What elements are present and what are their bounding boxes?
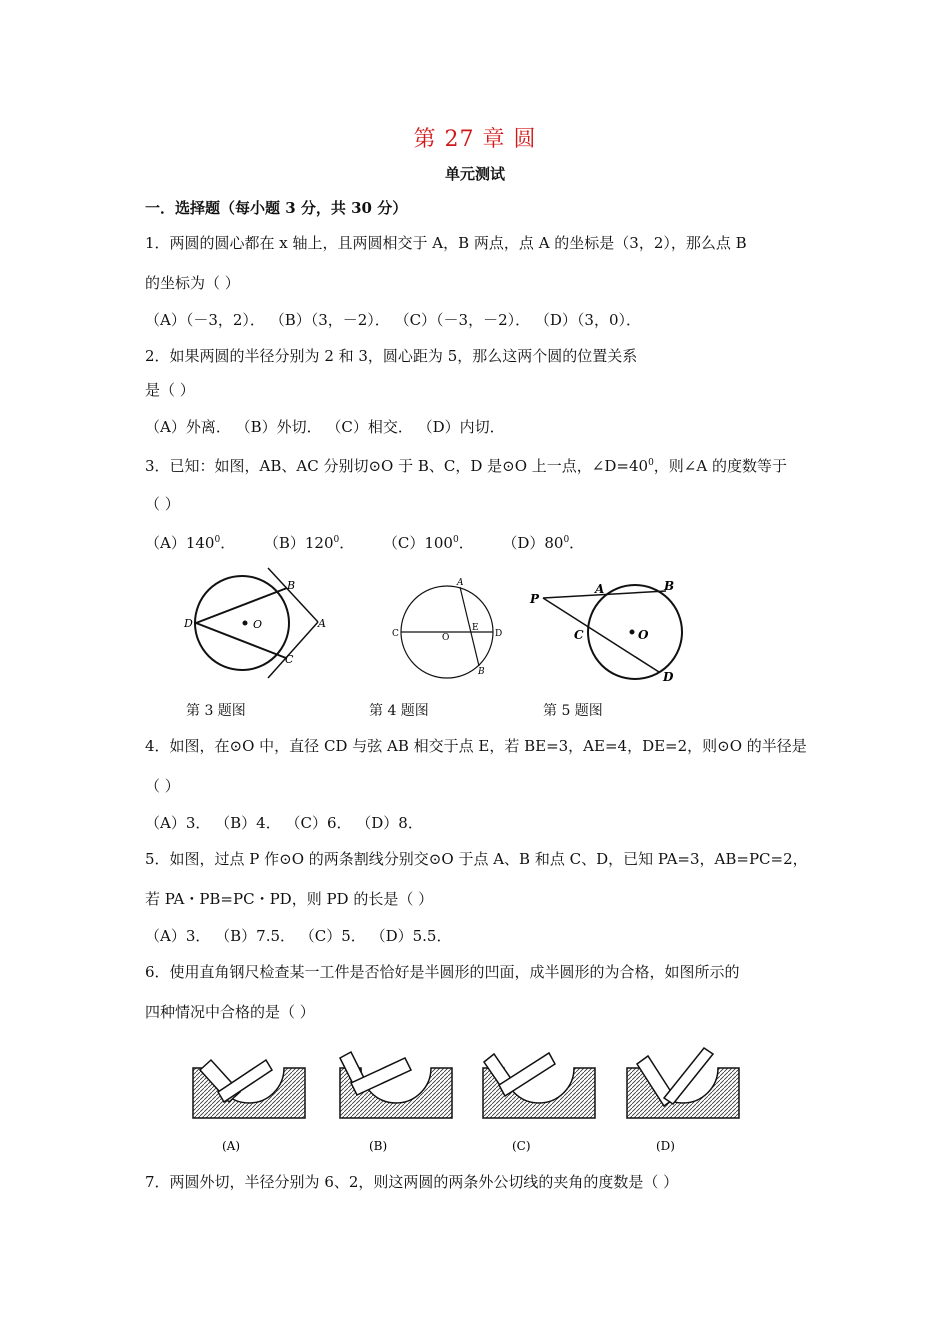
question-1-text-cont: 的坐标为（ ） (145, 274, 240, 292)
question-5-options: （A）3． （B）7.5． （C）5． （D）5.5． (145, 927, 452, 945)
fig3-tangent-ac (268, 622, 318, 678)
fig3-center-dot (244, 622, 247, 625)
fig5-circle (588, 585, 682, 679)
ruler-figure-d (627, 1048, 739, 1118)
figure-5 (543, 585, 682, 679)
ruler-label-c: (C) (512, 1139, 531, 1153)
ruler-label-b: (B) (369, 1139, 388, 1153)
fig4-label-c: C (392, 629, 399, 639)
page-title: 第 27 章 圆 (413, 127, 537, 152)
question-6-text-cont: 四种情况中合格的是（ ） (145, 1003, 315, 1021)
fig3-label-a: A (318, 617, 326, 630)
question-3-text-cont: （ ） (145, 495, 180, 513)
ruler-figure-b (340, 1052, 452, 1118)
question-6-text: 6．使用直角钢尺检查某一工件是否恰好是半圆形的凹面，成半圆形的为合格，如图所示的 (145, 963, 740, 981)
figure-5-caption: 第 5 题图 (543, 703, 603, 719)
figure-3-caption: 第 3 题图 (186, 703, 246, 719)
question-5-text-cont: 若 PA・PB=PC・PD，则 PD 的长是（ ） (145, 890, 434, 908)
fig3-circle (195, 576, 289, 670)
question-7-text: 7．两圆外切，半径分别为 6、2，则这两圆的两条外公切线的夹角的度数是（ ） (145, 1173, 679, 1191)
geometry-figures (0, 560, 950, 690)
fig4-label-o: O (442, 633, 450, 643)
fig3-tangent-ab (268, 568, 318, 622)
question-5-text: 5．如图，过点 P 作⊙O 的两条割线分别交⊙O 于点 A、B 和点 C、D，已知 PA=3，AB=PC=2， (145, 850, 808, 868)
ruler-label-d: (D) (656, 1139, 675, 1153)
fig3-label-c: C (285, 653, 294, 666)
fig3-label-d: D (184, 617, 193, 630)
fig3-chord-db (196, 588, 287, 623)
fig5-center-dot (631, 631, 634, 634)
figure-4 (401, 586, 493, 678)
fig5-label-d: D (663, 670, 674, 684)
question-1-options: （A）（－3，2）． （B）（3，－2）． （C）（－3，－2）． （D）（3，0）． (145, 311, 642, 329)
fig4-label-e: E (472, 623, 479, 633)
question-3-text: 3．已知：如图，AB、AC 分别切⊙O 于 B、C，D 是⊙O 上一点，$\angle D=40^0$，则∠A 的度数等于 (145, 457, 787, 475)
question-2-options: （A）外离． （B）外切． （C）相交． （D）内切． (145, 418, 505, 436)
question-4-options: （A）3． （B）4． （C）6． （D）8． (145, 814, 423, 832)
fig5-label-a: A (595, 582, 605, 596)
question-3-options: $(A)140^0$． $(B)120^0$． $(C)100^0$． $(D)80^0$． (145, 534, 585, 552)
fig3-label-b: B (287, 579, 296, 592)
ruler-figure-c (483, 1053, 595, 1118)
fig5-label-c: C (574, 628, 584, 642)
fig4-label-d: D (495, 629, 503, 639)
question-1-text: 1．两圆的圆心都在 x 轴上，且两圆相交于 A，B 两点，点 A 的坐标是（3，2），那么点 B (145, 234, 747, 252)
page-subtitle: 单元测试 (444, 165, 505, 183)
question-4-text: 4．如图，在⊙O 中，直径 CD 与弦 AB 相交于点 E，若 BE=3，AE=4，DE=2，则⊙O 的半径是 (145, 737, 807, 755)
question-4-text-cont: （ ） (145, 777, 180, 795)
ruler-figure-a (193, 1060, 305, 1118)
question-2-text-cont: 是（ ） (145, 381, 195, 399)
fig4-label-b: B (478, 667, 485, 677)
figure-4-caption: 第 4 题图 (369, 703, 429, 719)
fig5-label-p: P (530, 592, 540, 606)
fig3-label-o: O (253, 618, 263, 631)
fig5-label-b: B (664, 579, 675, 593)
section-heading: 一．选择题（每小题 3 分，共 30 分） (145, 199, 408, 217)
fig3-chord-dc (196, 623, 286, 658)
fig4-label-a: A (457, 578, 464, 588)
question-2-text: 2．如果两圆的半径分别为 2 和 3，圆心距为 5，那么这两个圆的位置关系 (145, 347, 638, 365)
ruler-figures (0, 1040, 950, 1170)
fig5-label-o: O (638, 628, 649, 642)
ruler-label-a: (A) (222, 1139, 241, 1153)
